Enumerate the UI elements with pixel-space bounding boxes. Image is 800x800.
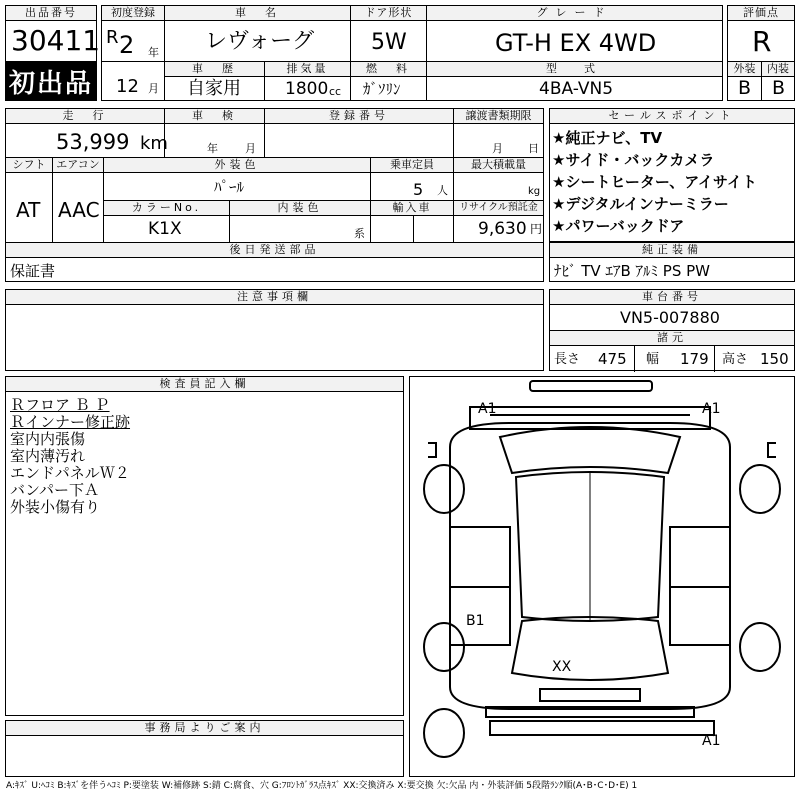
chassis-number: VN5-007880 (620, 308, 720, 327)
interior-grade-label: 内装 (762, 62, 794, 77)
first-registration-cell (101, 5, 165, 62)
max-load-cell (453, 157, 544, 201)
exterior-grade-cell (727, 61, 762, 101)
height: 150 (760, 350, 789, 368)
mileage-unit: km (140, 133, 168, 154)
chassis-box (549, 289, 795, 371)
sales-point: ★デジタルインナーミラー (552, 195, 729, 213)
model-label: 型 式 (427, 62, 722, 77)
ac-cell (52, 157, 104, 243)
first-registration-label: 初度登録 (102, 6, 164, 21)
width: 179 (680, 350, 709, 368)
interior-grade-cell (761, 61, 795, 101)
sales-points-label: セールスポイント (550, 109, 794, 124)
registration-month-cell (101, 61, 165, 101)
registration-year: 2 (119, 31, 135, 59)
grade-cell (426, 5, 723, 62)
note-line: 室内薄汚れ (10, 447, 86, 465)
history-label: 車 歴 (165, 62, 264, 77)
import-cell (370, 200, 454, 243)
note-line: エンドパネルＷ２ (10, 464, 130, 482)
spare-wheel (424, 709, 464, 757)
capacity: 5 (413, 180, 424, 199)
interior-color-unit: 系 (354, 227, 365, 240)
first-listing-badge (5, 61, 97, 101)
capacity-cell (370, 157, 454, 201)
color-number: K1X (148, 219, 182, 239)
wheel-front-right (740, 465, 780, 513)
interior-color-cell (229, 200, 371, 243)
exterior-grade: B (738, 77, 752, 99)
import-divider (413, 216, 414, 244)
recycle-deposit-label: リサイクル預託金 (454, 201, 543, 216)
mileage-label: 走 行 (6, 109, 164, 124)
rear-window-outline (512, 617, 668, 680)
note-line: 室内内張傷 (10, 430, 86, 448)
transfer-month-unit: 月 (492, 142, 503, 155)
shift: AT (16, 198, 41, 222)
max-load-label: 最大積載量 (454, 158, 543, 173)
fuel-cell (350, 61, 427, 101)
interior-color-label: 内装色 (230, 201, 370, 216)
grade: GT-H EX 4WD (495, 29, 657, 57)
office-notice-label: 事務局よりご案内 (6, 721, 403, 736)
ac-label: エアコン (53, 158, 103, 173)
right-front-door (670, 527, 730, 587)
first-listing-text: 初出品 (8, 68, 93, 99)
transfer-deadline-label: 譲渡書類期限 (454, 109, 543, 124)
score: R (752, 25, 772, 58)
mirror-left (428, 443, 436, 457)
recycle-deposit-unit: 円 (530, 222, 543, 236)
inspection-month-unit: 月 (245, 142, 256, 155)
grade-label: グレード (427, 6, 722, 21)
diagram-mark: A1 (702, 401, 721, 417)
lot-number-cell (5, 5, 101, 62)
lower-panel (490, 721, 714, 735)
exterior-color-label: 外装色 (104, 158, 370, 173)
office-notice-box (5, 720, 404, 777)
sales-points-list (552, 127, 757, 237)
diagram-mark: A1 (478, 401, 497, 417)
chassis-label: 車台番号 (550, 290, 794, 305)
interior-grade: B (772, 77, 786, 99)
door-type-cell (350, 5, 427, 62)
note-line: Ｒフロア Ｂ Ｐ (10, 396, 110, 414)
door-type-label: ドア形状 (351, 6, 426, 21)
standard-equipment-label: 純正装備 (550, 243, 794, 258)
ac: AAC (58, 198, 100, 222)
length: 475 (598, 350, 627, 368)
dimensions-label: 諸元 (550, 330, 794, 346)
later-parts-label: 後日発送部品 (6, 243, 543, 258)
standard-equipment-box (549, 242, 795, 282)
mirror-right (768, 443, 776, 457)
note-line: バンパー下Ａ (10, 481, 99, 499)
capacity-unit: 人 (437, 184, 448, 197)
shift-cell (5, 157, 53, 243)
hood-outline (470, 407, 710, 429)
diagram-mark: XX (552, 659, 572, 675)
sales-point: ★サイド・バックカメラ (552, 151, 715, 169)
exterior-color-cell (103, 157, 371, 201)
dimension-divider (714, 346, 715, 372)
inspector-notes-list (10, 397, 130, 516)
mileage-cell (5, 108, 168, 158)
car-diagram-box (409, 376, 795, 777)
recycle-deposit: 9,630 (478, 219, 527, 239)
wheel-front-left (424, 465, 464, 513)
plate-cell (264, 108, 454, 158)
score-cell (727, 5, 795, 62)
windshield-outline (500, 427, 680, 473)
height-label: 高さ (722, 352, 749, 367)
score-label: 評価点 (728, 6, 794, 21)
displacement-unit: cc (329, 85, 342, 98)
recycle-deposit-cell (453, 200, 544, 243)
fuel-label: 燃 料 (351, 62, 426, 77)
fuel: ｶﾞｿﾘﾝ (363, 80, 401, 98)
displacement-cell (264, 61, 351, 101)
inspection-label: 車 検 (165, 109, 264, 124)
mileage: 53,999 (56, 130, 130, 154)
note-line: Ｒインナー修正跡 (10, 413, 131, 431)
displacement-label: 排気量 (265, 62, 350, 77)
model-cell (426, 61, 723, 101)
year-unit: 年 (148, 46, 159, 59)
history: 自家用 (187, 78, 241, 99)
sales-point: ★純正ナビ、TV (552, 129, 663, 147)
later-parts: 保証書 (10, 262, 56, 280)
capacity-label: 乗車定員 (371, 158, 453, 173)
history-cell (164, 61, 265, 101)
note-line: 外装小傷有り (10, 498, 101, 516)
month-unit: 月 (148, 82, 159, 95)
era: R (106, 27, 119, 48)
length-label: 長さ (554, 352, 581, 367)
sales-point: ★シートヒーター、アイサイト (552, 173, 757, 191)
wheel-rear-right (740, 623, 780, 671)
caution-label: 注意事項欄 (6, 290, 543, 305)
transfer-day-unit: 日 (528, 142, 539, 155)
import-label: 輸入車 (371, 201, 453, 216)
inspector-notes-label: 検査員記入欄 (6, 377, 403, 392)
standard-equipment: ﾅﾋﾞ TV ｴｱB ｱﾙﾐ PS PW (554, 262, 710, 280)
color-number-label: カラーNo. (104, 201, 229, 216)
car-name-label: 車 名 (165, 6, 350, 21)
inspector-notes-box (5, 376, 404, 716)
plate-label: 登録番号 (265, 109, 453, 124)
caution-box (5, 289, 544, 371)
exterior-color: ﾊﾟｰﾙ (214, 178, 245, 196)
lot-number-label: 出品番号 (6, 6, 96, 21)
damage-legend: A:ｷｽﾞ U:ﾍｺﾐ B:ｷｽﾞを伴うﾍｺﾐ P:要塗装 W:補修跡 S:錆 C:腐食、穴 G:ﾌﾛﾝﾄｶﾞﾗｽ点ｷｽﾞ XX:交換済み X:要交換 欠:欠品 内・外装評価 5段階ﾗﾝｸ順(A･B･C･D･E) 1 (6, 781, 638, 791)
left-front-door (450, 527, 510, 587)
inspection-cell (164, 108, 265, 158)
transfer-deadline-cell (453, 108, 544, 158)
front-bumper-outline (530, 381, 652, 391)
door-type: 5W (371, 30, 407, 55)
displacement: 1800 (285, 79, 329, 99)
width-label: 幅 (646, 352, 660, 367)
wheel-rear-left (424, 623, 464, 671)
dimension-divider (634, 346, 635, 372)
car-name-cell (164, 5, 351, 62)
color-number-cell (103, 200, 230, 243)
max-load-unit: kg (528, 186, 541, 197)
exterior-grade-label: 外装 (728, 62, 761, 77)
car-name: レヴォーグ (205, 29, 315, 54)
diagram-mark: A1 (702, 733, 721, 749)
rear-bumper-outline (540, 689, 640, 701)
diagram-mark: B1 (466, 613, 485, 629)
car-diagram (410, 377, 794, 776)
sales-point: ★パワーバックドア (552, 217, 685, 235)
model: 4BA-VN5 (539, 79, 614, 99)
right-rear-door (670, 587, 730, 645)
lot-number: 30411 (11, 24, 101, 57)
later-parts-box (5, 242, 544, 282)
sales-points-panel (549, 108, 795, 242)
inspection-year-unit: 年 (207, 142, 218, 155)
shift-label: シフト (6, 158, 52, 173)
registration-month: 12 (116, 76, 139, 97)
